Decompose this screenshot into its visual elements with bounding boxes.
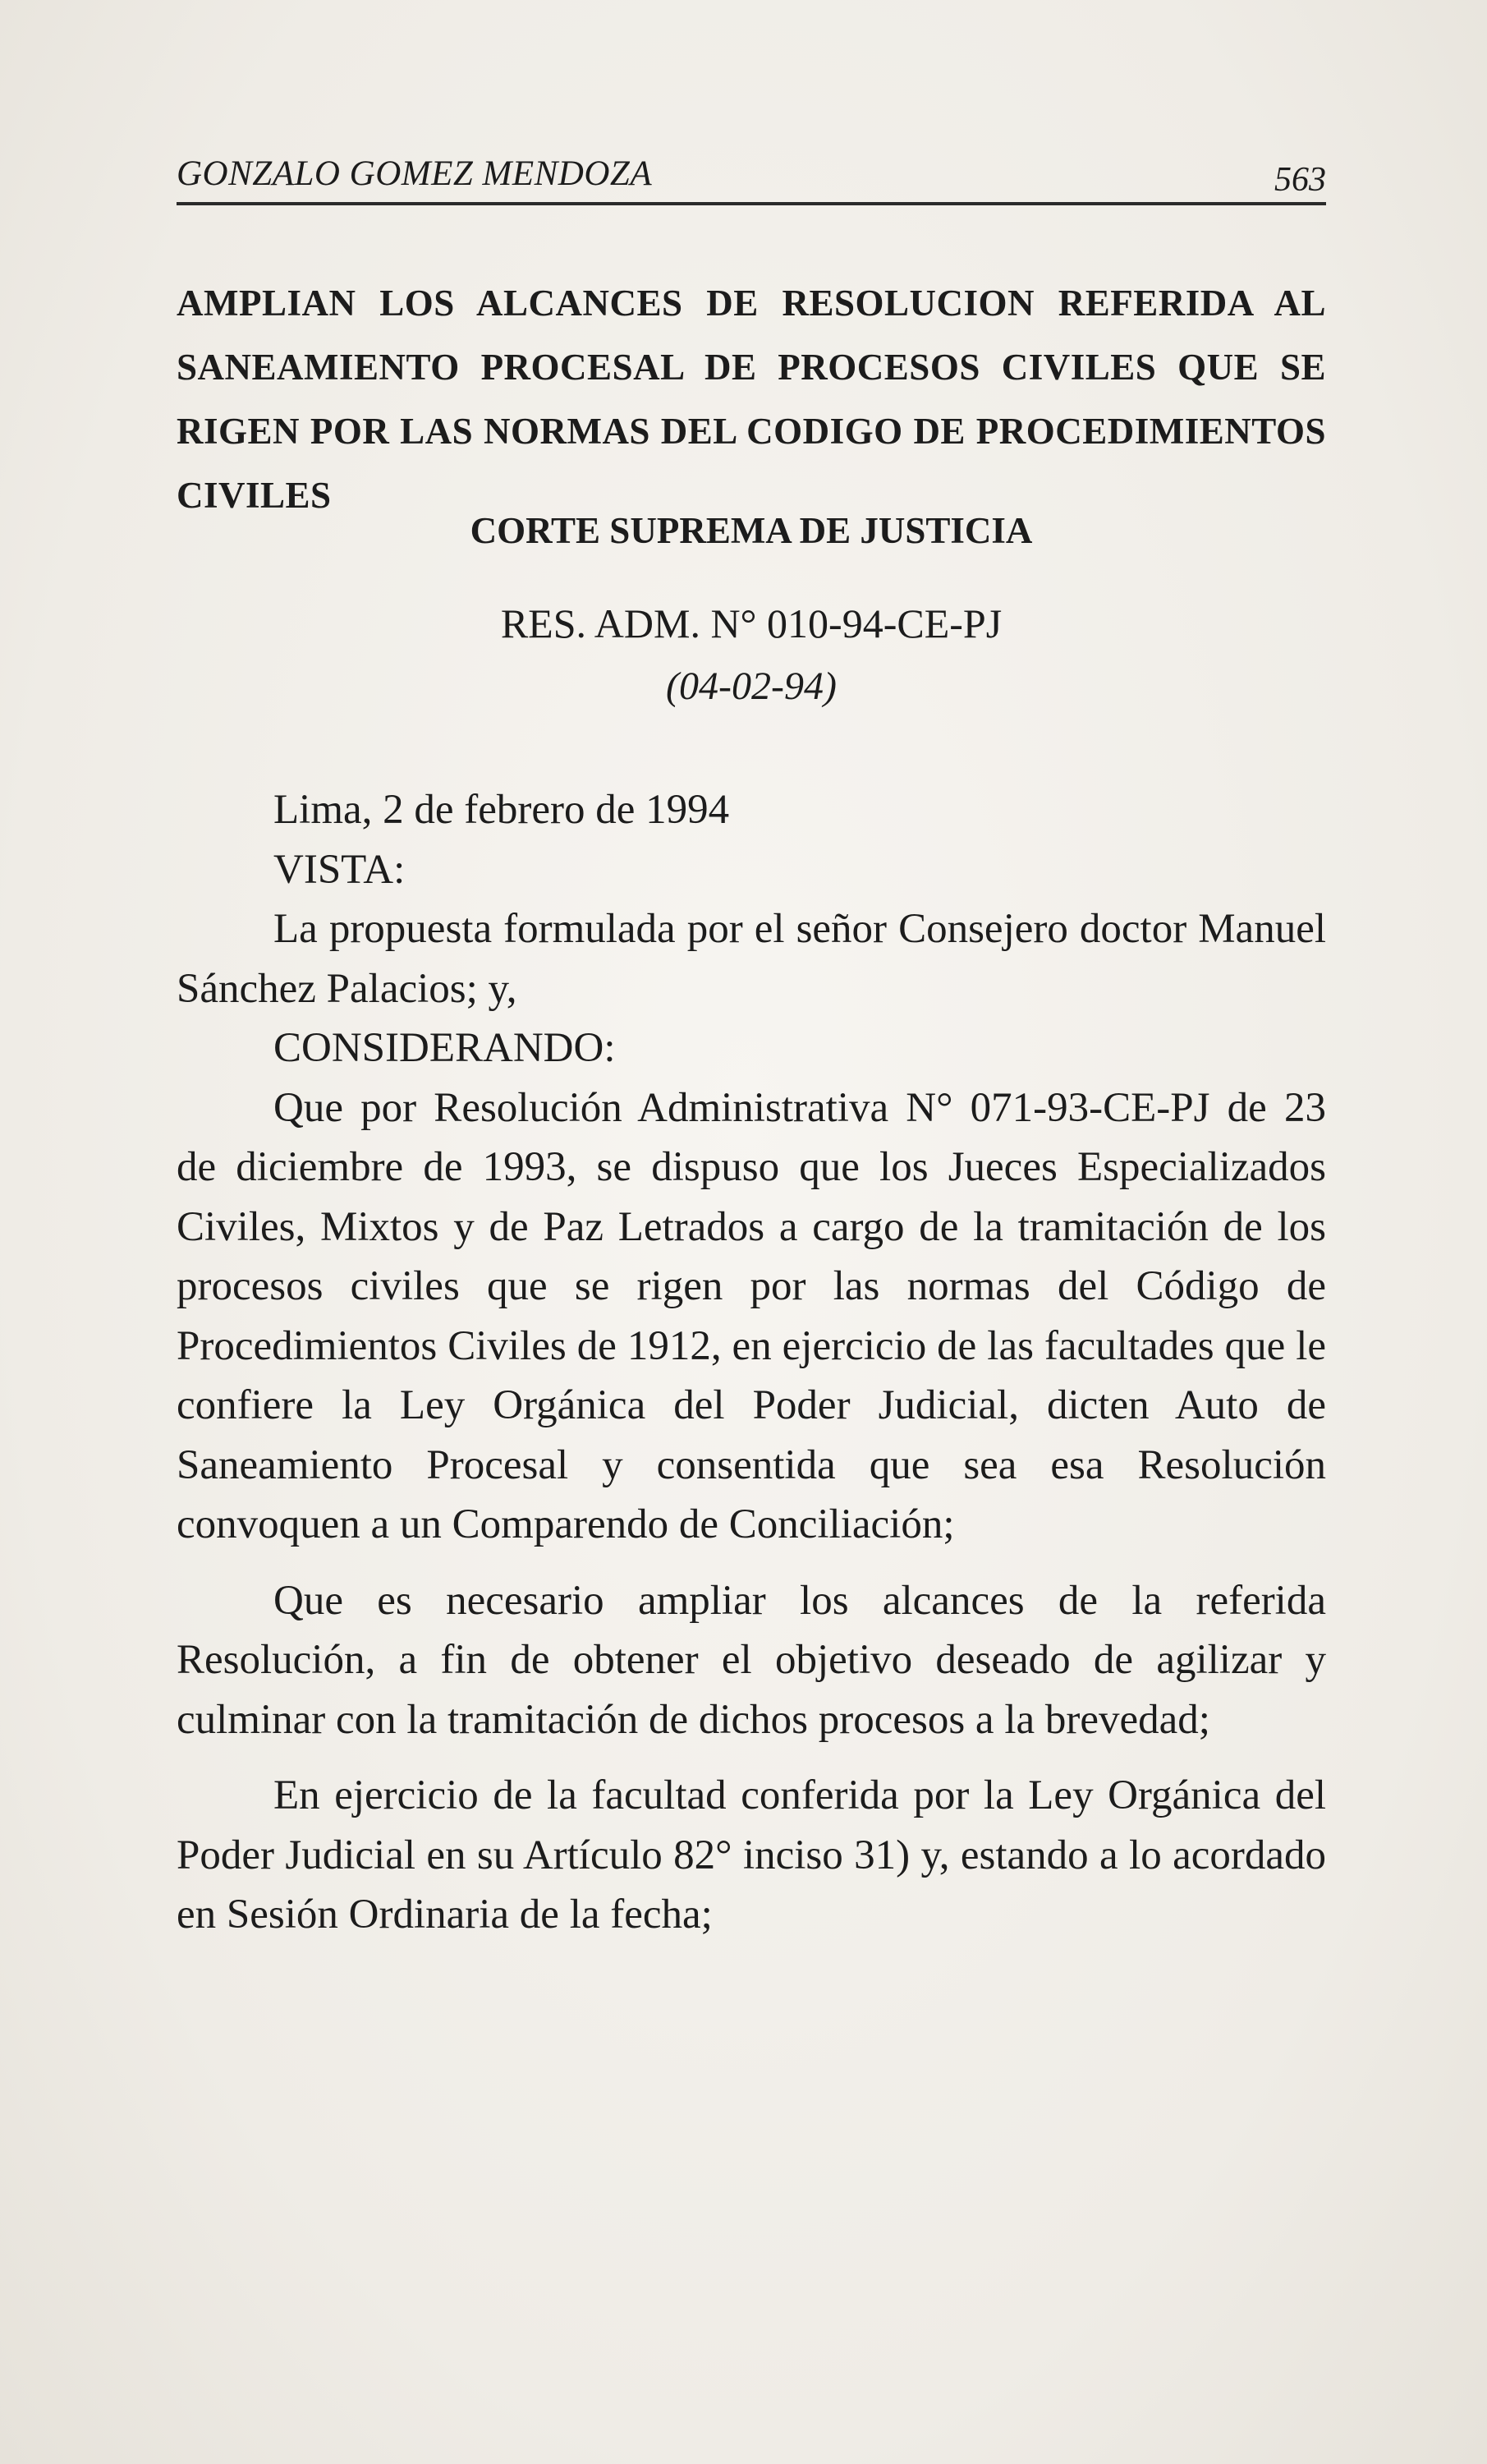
header-author: GONZALO GOMEZ MENDOZA [177,154,653,193]
paragraph-third-consideration: En ejercicio de la facultad conferida por la Ley Orgánica del Poder Judicial en su Artículo 82° inciso 31) y, estando a lo acordado en Sesión Ordinaria de la fecha; [177,1772,1326,1938]
resolution-date: (04-02-94) [666,664,837,708]
issuer-heading: CORTE SUPREMA DE JUSTICIA [470,510,1033,551]
place-date: Lima, 2 de febrero de 1994 [273,787,730,833]
page-number: 563 [1274,161,1326,199]
paragraph-proposal: La propuesta formulada por el señor Consejero doctor Manuel Sánchez Palacios; y, [177,906,1326,1012]
vista-heading: VISTA: [273,846,406,893]
document-body [177,780,1326,1945]
header-rule [177,202,1326,205]
resolution-number: RES. ADM. N° 010-94-CE-PJ [500,600,1003,646]
document-title: AMPLIAN LOS ALCANCES DE RESOLUCION REFERIDA AL SANEAMIENTO PROCESAL DE PROCESOS CIVILES QUE SE RIGEN POR LAS NORMAS DEL CODIGO DE PROCEDIMIENTOS CIVILES [177,283,1326,516]
paragraph-second-consideration: Que es necesario ampliar los alcances de la referida Resolución, a fin de obtener el objetivo deseado de agilizar y culminar con la tramitación de dichos procesos a la brevedad; [177,1577,1326,1743]
running-header [177,152,1326,209]
paragraph-first-consideration: Que por Resolución Administrativa N° 071-93-CE-PJ de 23 de diciembre de 1993, se dispuso que los Jueces Especializados Civiles, Mixtos y de Paz Letrados a cargo de la tramitación de los procesos civiles que se rigen por las normas del Código de Procedimientos Civiles de 1912, en ejercicio de las facultades que le confiere la Ley Orgánica del Poder Judicial, dicten Auto de Saneamiento Procesal y consentida que sea esa Resolución convoquen a un Comparendo de Conciliación; [177,1084,1326,1547]
considerando-heading: CONSIDERANDO: [273,1025,616,1071]
